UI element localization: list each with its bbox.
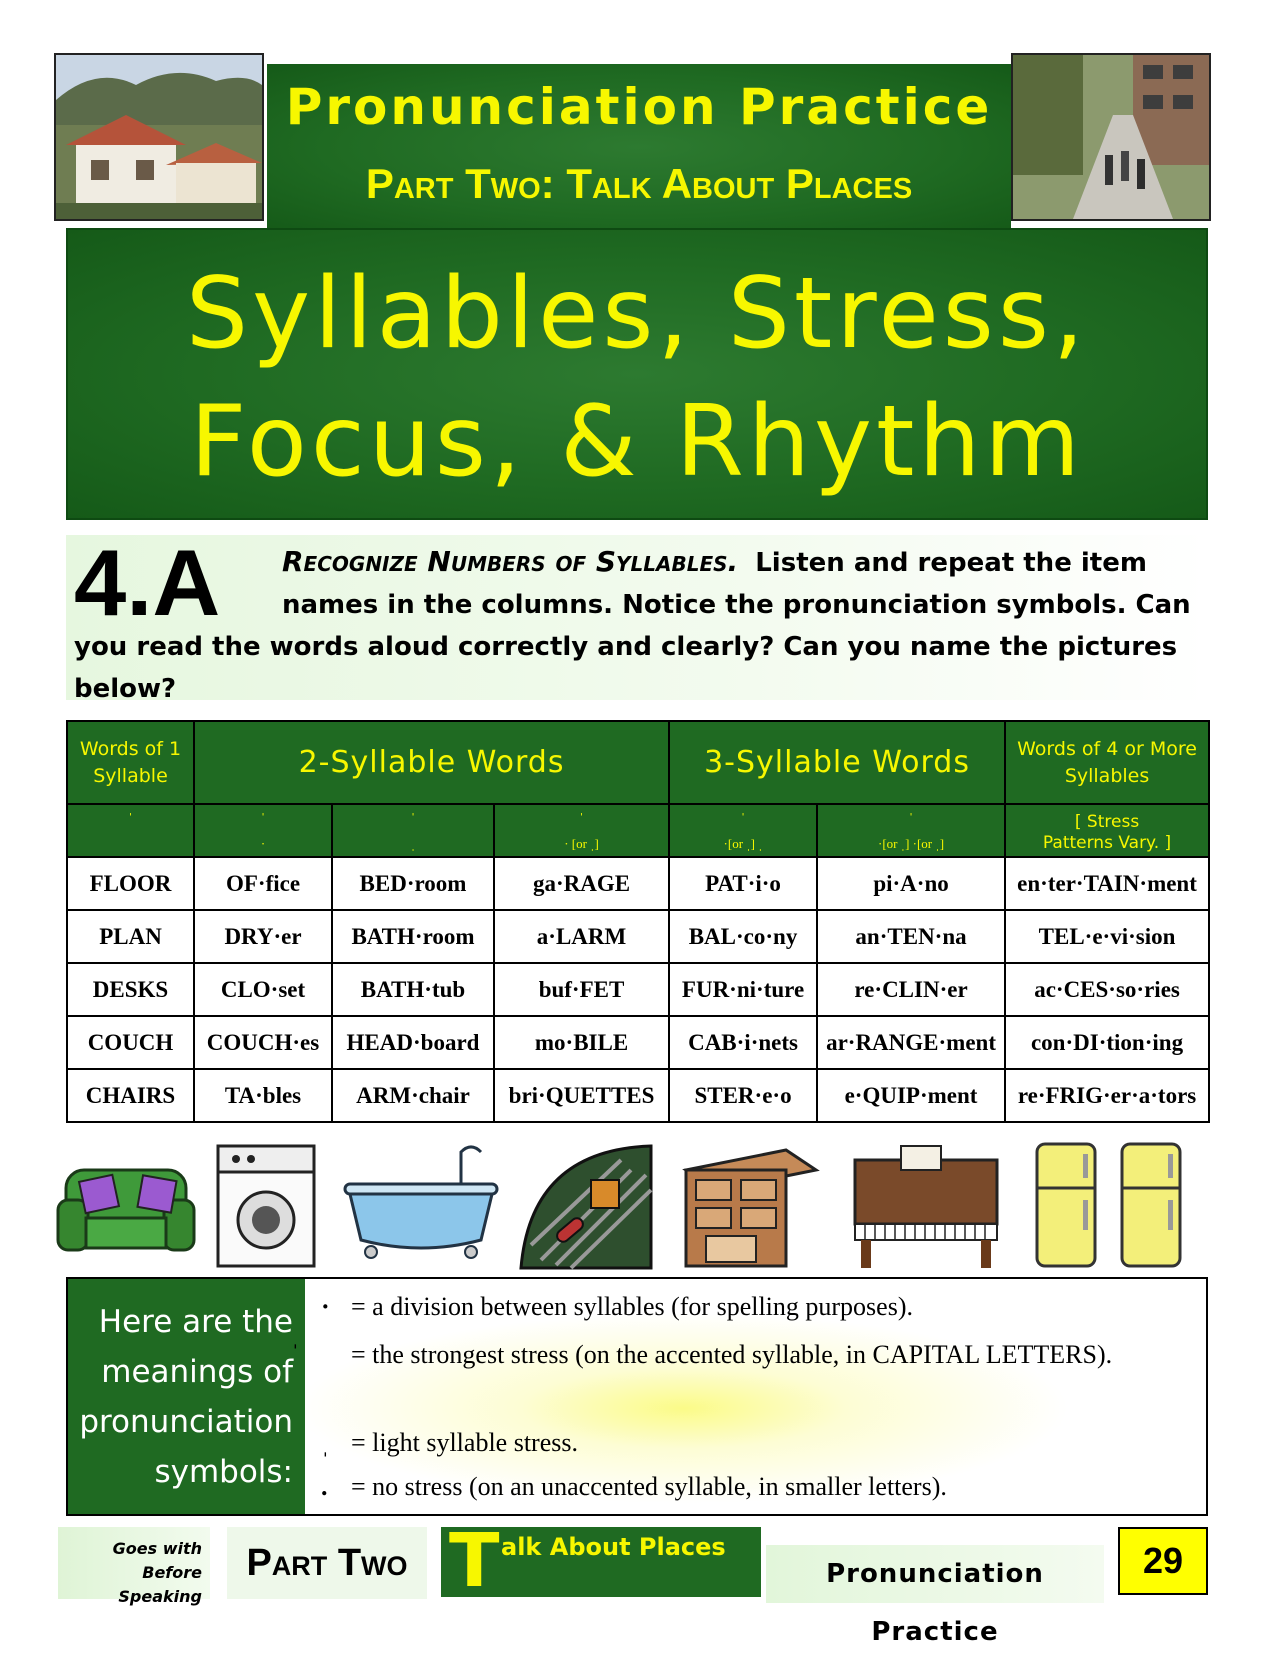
legend-item: . = no stress (on an unaccented syllable, in smaller letters). (321, 1472, 947, 1501)
word-cell: buf·FET (494, 963, 669, 1016)
bathtub-icon (341, 1140, 501, 1270)
header-4-syllable: Words of 4 or More Syllables (1005, 721, 1209, 804)
word-cell: bri·QUETTES (494, 1069, 669, 1122)
word-cell: FLOOR (67, 857, 194, 910)
legend-items (291, 1279, 1206, 1514)
refrigerator-icon (1116, 1140, 1186, 1270)
hillside-houses-photo (54, 53, 264, 221)
footer-part-label: Part Two (227, 1527, 427, 1599)
word-cell: a·LARM (494, 910, 669, 963)
footer-section-rest: alk About Places (501, 1533, 726, 1561)
word-cell: CLO·set (194, 963, 332, 1016)
word-cell: re·CLIN·er (817, 963, 1005, 1016)
pattern-cell: ˈ (67, 804, 194, 857)
page-title (68, 250, 1206, 506)
word-cell: en·ter·TAIN·ment (1005, 857, 1209, 910)
word-cell: BED·room (332, 857, 494, 910)
word-cell: TA·bles (194, 1069, 332, 1122)
word-cell: ar·RANGE·ment (817, 1016, 1005, 1069)
pattern-cell: ˈ · [or ˌ] (494, 804, 669, 857)
picture-strip (56, 1140, 1231, 1275)
word-cell: DRY·er (194, 910, 332, 963)
exercise-number: 4.A (74, 530, 221, 635)
footer-series-label: Pronunciation Practice (766, 1545, 1104, 1603)
table-row (67, 1016, 1209, 1069)
main-title-band (66, 228, 1208, 520)
word-cell: e·QUIP·ment (817, 1069, 1005, 1122)
word-cell: TEL·e·vi·sion (1005, 910, 1209, 963)
exercise-heading: Recognize Numbers of Syllables. (282, 545, 739, 578)
word-cell: ga·RAGE (494, 857, 669, 910)
grill-icon (511, 1140, 661, 1270)
word-cell: CAB·i·nets (669, 1016, 817, 1069)
pattern-cell: ˈ ·[or ˌ] ˌ (669, 804, 817, 857)
legend-item: ˌ = light syllable stress. (321, 1428, 578, 1457)
cabinets-icon (676, 1140, 826, 1270)
table-row (67, 1069, 1209, 1122)
pattern-cell: ˈ ˌ (332, 804, 494, 857)
header-title-band (267, 64, 1011, 230)
word-cell: DESKS (67, 963, 194, 1016)
word-cell: con·DI·tion·ing (1005, 1016, 1209, 1069)
syllable-table (66, 720, 1210, 1123)
footer-section-initial: T (449, 1518, 500, 1604)
symbol-legend (66, 1277, 1208, 1516)
part-title: Part Two: Talk About Places (365, 160, 913, 207)
dryer-icon (206, 1140, 326, 1270)
page-title-line1: Syllables, Stress, (185, 257, 1089, 371)
word-cell: ac·CES·so·ries (1005, 963, 1209, 1016)
stress-pattern-row (67, 804, 1209, 857)
pattern-cell: [ Stress Patterns Vary. ] (1005, 804, 1209, 857)
word-cell: re·FRIG·er·a·tors (1005, 1069, 1209, 1122)
series-title: Pronunciation Practice (285, 78, 993, 136)
word-cell: BAL·co·ny (669, 910, 817, 963)
goes-with-note: Goes with Before Speaking (58, 1527, 210, 1599)
word-cell: BATH·tub (332, 963, 494, 1016)
piano-icon (841, 1140, 1011, 1270)
couch-icon (56, 1140, 196, 1270)
exercise-number-spacer (74, 530, 282, 635)
word-cell: STER·e·o (669, 1069, 817, 1122)
word-cell: mo·BILE (494, 1016, 669, 1069)
word-cell: BATH·room (332, 910, 494, 963)
word-cell: OF·fice (194, 857, 332, 910)
exercise-instructions: Listen and repeat the item names in the columns. Notice the pronunciation symbols. Can you read the words aloud correctly and clearly? Can you name the pictures below? (74, 548, 1191, 704)
word-cell: PAT·i·o (669, 857, 817, 910)
exercise-instructions-block (74, 530, 1199, 710)
word-cell: COUCH·es (194, 1016, 332, 1069)
word-cell: PLAN (67, 910, 194, 963)
header-1-syllable: Words of 1 Syllable (67, 721, 194, 804)
word-cell: HEAD·board (332, 1016, 494, 1069)
legend-label: Here are the meanings of pronunciation symbols: (68, 1279, 305, 1514)
word-cell: an·TEN·na (817, 910, 1005, 963)
page-title-line2: Focus, & Rhythm (190, 385, 1084, 499)
header-3-syllable: 3-Syllable Words (669, 721, 1005, 804)
table-header-row (67, 721, 1209, 804)
legend-item: ˈ = the strongest stress (on the accented syllable, in CAPITAL LETTERS). (291, 1340, 1113, 1369)
page-number: 29 (1118, 1527, 1208, 1595)
word-cell: CHAIRS (67, 1069, 194, 1122)
word-cell: FUR·ni·ture (669, 963, 817, 1016)
pattern-cell: ˈ ·[or ˌ] ·[or ˌ] (817, 804, 1005, 857)
city-street-photo (1011, 53, 1211, 221)
exercise-intro (66, 530, 1208, 704)
word-cell: pi·A·no (817, 857, 1005, 910)
legend-item: · = a division between syllables (for spelling purposes). (321, 1292, 913, 1321)
table-row (67, 963, 1209, 1016)
word-cell: ARM·chair (332, 1069, 494, 1122)
table-row (67, 910, 1209, 963)
footer-section-label (441, 1518, 761, 1604)
refrigerator-icon (1031, 1140, 1101, 1270)
table-row (67, 857, 1209, 910)
word-cell: COUCH (67, 1016, 194, 1069)
pattern-cell: ˈ · (194, 804, 332, 857)
header-2-syllable: 2-Syllable Words (194, 721, 669, 804)
